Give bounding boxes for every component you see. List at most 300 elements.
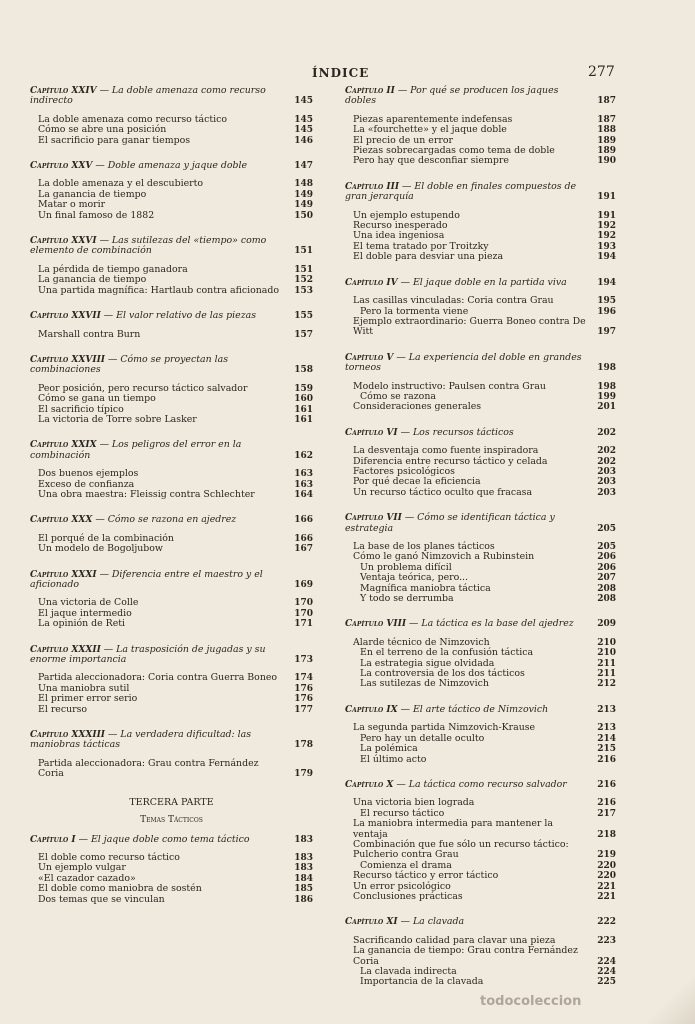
entry-text: Recurso inesperado — [353, 220, 448, 232]
chapter-group-third-part — [30, 835, 313, 905]
entry-text: La doble amenaza como recurso táctico — [38, 113, 228, 125]
entry-page-number: 170 — [294, 598, 313, 609]
entry-page-number: 213 — [597, 723, 616, 734]
entry-page-number: 194 — [597, 252, 616, 263]
entry-page-number: 210 — [597, 648, 616, 659]
index-entry — [30, 211, 313, 221]
entry-page-number: 167 — [294, 544, 313, 555]
entry-page-number: 177 — [294, 704, 313, 715]
index-entry — [30, 394, 313, 404]
chapter-label: Capítulo XXIX — [30, 440, 97, 451]
chapter-title — [345, 278, 592, 288]
chapter-block — [30, 355, 313, 425]
chapter-label: Capítulo I — [30, 834, 76, 845]
entry-text: Dos buenos ejemplos — [38, 468, 139, 480]
entry-page-number: 179 — [294, 769, 313, 780]
chapter-title — [30, 236, 289, 257]
entry-page-number: 189 — [597, 146, 616, 157]
chapter-title — [345, 353, 592, 374]
chapter-page-number: 147 — [294, 161, 313, 172]
chapter-page-number: 183 — [294, 834, 313, 845]
index-entry — [30, 705, 313, 715]
index-entry — [30, 330, 313, 340]
chapter-title-text: — Doble amenaza y jaque doble — [95, 160, 248, 172]
entry-page-number: 206 — [597, 562, 616, 573]
chapter-heading — [345, 513, 616, 534]
entry-text: Partida aleccionadora: Coria contra Guerra Boneo — [38, 672, 278, 684]
entry-text: Cómo se abre una posición — [38, 124, 167, 136]
entry-text: Exceso de confianza — [38, 478, 135, 490]
entry-text: Ventaja teórica, pero... — [360, 572, 469, 584]
chapter-page-number: 191 — [597, 192, 616, 203]
chapter-page-number: 162 — [294, 450, 313, 461]
chapter-group-second-part — [30, 86, 313, 780]
running-title: ÍNDICE — [312, 66, 370, 80]
entry-page-number: 218 — [597, 829, 616, 840]
entry-text: El recurso táctico — [360, 807, 445, 819]
entry-text: La doble amenaza y el descubierto — [38, 178, 204, 190]
entry-page-number: 157 — [294, 329, 313, 340]
entry-text: Pero la tormenta viene — [360, 305, 469, 317]
entry-page-number: 203 — [597, 487, 616, 498]
chapter-block — [345, 619, 616, 689]
entry-page-number: 159 — [294, 383, 313, 394]
chapter-page-number: 145 — [294, 96, 313, 107]
entry-page-number: 207 — [597, 573, 616, 584]
entry-text: La desventaja como fuente inspiradora — [353, 445, 539, 457]
entry-text: Marshall contra Burn — [38, 328, 141, 340]
chapter-block — [30, 645, 313, 715]
chapter-page-number: 222 — [597, 917, 616, 928]
index-entry — [345, 840, 616, 861]
entry-text: Comienza el drama — [360, 859, 452, 871]
chapter-page-number: 209 — [597, 619, 616, 630]
entry-page-number: 195 — [597, 296, 616, 307]
chapter-title-text: — Diferencia entre el maestro y el aficionado — [30, 568, 263, 590]
entry-text: La pérdida de tiempo ganadora — [38, 263, 188, 275]
entry-text: Magnífica maniobra táctica — [360, 582, 491, 594]
chapter-title — [30, 835, 289, 845]
page-header — [0, 66, 695, 86]
chapter-label: Capítulo XXXII — [30, 644, 101, 655]
entry-page-number: 221 — [597, 881, 616, 892]
entry-page-number: 208 — [597, 594, 616, 605]
entry-text: El porqué de la combinación — [38, 532, 174, 544]
chapter-title — [30, 161, 289, 171]
entry-page-number: 185 — [294, 884, 313, 895]
entry-text: Las casillas vinculadas: Coria contra Grau — [353, 295, 554, 307]
chapter-heading — [345, 619, 616, 629]
chapter-page-number: 151 — [294, 246, 313, 257]
entry-text: Dos temas que se vinculan — [38, 893, 165, 905]
index-entry — [345, 819, 616, 840]
chapter-page-number: 169 — [294, 580, 313, 590]
page-number: 277 — [588, 64, 615, 80]
entry-text: Las sutilezas de Nimzovich — [360, 678, 489, 690]
entry-text: La maniobra intermedia para mantener la ventaja — [353, 818, 553, 840]
entry-page-number: 211 — [597, 658, 616, 669]
entry-text: Ejemplo extraordinario: Guerra Boneo contra De Witt — [353, 315, 586, 338]
entry-text: El doble como recurso táctico — [38, 851, 180, 863]
entry-page-number: 193 — [597, 241, 616, 252]
index-entry — [345, 402, 616, 412]
entry-text: Cómo le ganó Nimzovich a Rubinstein — [353, 551, 535, 563]
entry-page-number: 196 — [597, 306, 616, 317]
index-entry — [345, 679, 616, 689]
index-entry — [345, 946, 616, 967]
chapter-heading — [345, 780, 616, 790]
chapter-block — [30, 236, 313, 296]
entry-text: Sacrificando calidad para clavar una pieza — [353, 934, 556, 946]
entry-text: La segunda partida Nimzovich-Krause — [353, 722, 536, 734]
entry-page-number: 206 — [597, 552, 616, 563]
chapter-heading — [345, 353, 616, 374]
entry-page-number: 152 — [294, 275, 313, 286]
chapter-heading — [30, 515, 313, 525]
entry-page-number: 176 — [294, 683, 313, 694]
chapter-title — [30, 645, 289, 666]
section-title: TERCERA PARTE — [129, 796, 214, 808]
chapter-title-text: — La verdadera dificultad: las maniobras tácticas — [30, 729, 252, 751]
chapter-page-number: 205 — [597, 523, 616, 534]
entry-page-number: 199 — [597, 391, 616, 402]
entry-page-number: 163 — [294, 469, 313, 480]
entry-text: Combinación que fue sólo un recurso táctico: Pulcherio contra Grau — [353, 838, 569, 861]
entry-text: El sacrificio típico — [38, 403, 124, 415]
entry-page-number: 184 — [294, 873, 313, 884]
entry-page-number: 202 — [597, 456, 616, 467]
entry-text: Cómo se gana un tiempo — [38, 393, 156, 405]
entry-page-number: 224 — [597, 956, 616, 967]
index-entry — [345, 892, 616, 902]
chapter-heading — [30, 835, 313, 845]
entry-page-number: 211 — [597, 669, 616, 680]
entry-text: La ganancia de tiempo: Grau contra Fernández Coria — [353, 945, 578, 967]
entry-text: La opinión de Reti — [38, 618, 126, 630]
chapter-block — [30, 570, 313, 630]
chapter-title — [345, 705, 592, 715]
entry-page-number: 170 — [294, 608, 313, 619]
chapter-heading — [30, 311, 313, 321]
entry-text: El precio de un error — [353, 134, 453, 146]
entry-page-number: 224 — [597, 967, 616, 977]
index-entry — [30, 884, 313, 894]
entry-text: La clavada indirecta — [360, 966, 457, 977]
entry-page-number: 153 — [294, 285, 313, 296]
chapter-page-number: 213 — [597, 704, 616, 715]
chapter-title-text: — La doble amenaza como recurso indirecto — [30, 85, 266, 107]
chapter-label: Capítulo II — [345, 86, 395, 96]
entry-text: Una maniobra sutil — [38, 682, 130, 694]
chapter-title — [30, 730, 289, 751]
chapter-title-text: — La trasposición de jugadas y su enorme importancia — [30, 643, 266, 666]
entry-page-number: 210 — [597, 637, 616, 648]
entry-text: Una idea ingeniosa — [353, 230, 445, 242]
chapter-label: Capítulo VIII — [345, 619, 407, 630]
chapter-label: Capítulo XXIV — [30, 86, 97, 96]
index-entry — [30, 759, 313, 780]
chapter-title-text: — Los peligros del error en la combinación — [30, 439, 242, 461]
entry-page-number: 161 — [294, 414, 313, 425]
chapter-heading — [345, 278, 616, 288]
chapter-title-text: — La clavada — [400, 916, 465, 928]
entry-text: Un modelo de Bogoljubow — [38, 543, 163, 555]
entry-text: La victoria de Torre sobre Lasker — [38, 413, 197, 425]
entry-text: La «fourchette» y el jaque doble — [353, 124, 507, 136]
entry-text: La base de los planes tácticos — [353, 541, 495, 552]
chapter-label: Capítulo III — [345, 181, 400, 192]
entry-page-number: 176 — [294, 694, 313, 705]
chapter-title — [30, 515, 289, 525]
entry-page-number: 188 — [597, 125, 616, 136]
chapter-page-number: 155 — [294, 311, 313, 322]
chapter-block — [345, 917, 616, 987]
chapter-title-text: — Cómo se razona en ajedrez — [95, 514, 237, 526]
entry-text: Diferencia entre recurso táctico y celada — [353, 455, 548, 467]
entry-text: Una obra maestra: Fleissig contra Schlechter — [38, 488, 255, 500]
entry-page-number: 212 — [597, 679, 616, 690]
chapter-heading — [30, 730, 313, 751]
page-corner-shadow — [625, 964, 695, 1024]
entry-page-number: 191 — [597, 210, 616, 221]
chapter-group-right — [345, 86, 616, 988]
entry-text: La controversia de los dos tácticos — [360, 668, 525, 680]
chapter-title-text: — El doble en finales compuestos de gran jerarquía — [345, 180, 577, 203]
chapter-heading — [345, 705, 616, 715]
index-column-left — [30, 86, 313, 905]
index-entry — [345, 871, 616, 881]
entry-page-number: 202 — [597, 446, 616, 457]
entry-page-number: 145 — [294, 114, 313, 125]
entry-text: El tema tratado por Troitzky — [353, 240, 489, 252]
chapter-label: Capítulo VI — [345, 427, 398, 438]
chapter-title-text: — Las sutilezas del «tiempo» como elemento de combinación — [30, 235, 267, 257]
entry-text: El doble como maniobra de sostén — [38, 883, 202, 895]
chapter-block — [30, 311, 313, 340]
entry-text: Un ejemplo vulgar — [38, 862, 126, 874]
entry-page-number: 171 — [294, 619, 313, 630]
entry-page-number: 214 — [597, 733, 616, 744]
entry-text: «El cazador cazado» — [38, 872, 136, 884]
chapter-label: Capítulo IV — [345, 277, 398, 288]
index-entry — [30, 415, 313, 425]
entry-text: Y todo se derrumba — [360, 593, 454, 605]
chapter-label: Capítulo XXV — [30, 161, 93, 172]
chapter-label: Capítulo VII — [345, 513, 402, 524]
entry-text: La polémica — [360, 743, 418, 755]
entry-text: Factores psicológicos — [353, 465, 455, 477]
chapter-heading — [30, 86, 313, 107]
chapter-page-number: 178 — [294, 740, 313, 751]
entry-text: Un error psicológico — [353, 880, 451, 892]
chapter-heading — [345, 917, 616, 927]
chapter-title-text: — El jaque doble en la partida viva — [400, 276, 567, 288]
entry-text: El recurso — [38, 703, 88, 715]
index-entry — [30, 544, 313, 554]
chapter-title — [30, 311, 289, 321]
index-entry — [345, 755, 616, 765]
entry-page-number: 186 — [294, 894, 313, 905]
watermark-text: todocoleccion — [480, 994, 582, 1009]
chapter-heading — [30, 570, 313, 591]
chapter-page-number: 158 — [294, 365, 313, 376]
chapter-title — [30, 355, 289, 376]
chapter-title-text: — Cómo se proyectan las combinaciones — [30, 353, 229, 376]
entry-text: Piezas aparentemente indefensas — [353, 113, 513, 125]
entry-page-number: 203 — [597, 466, 616, 477]
index-entry — [345, 296, 616, 306]
chapter-page-number: 202 — [597, 427, 616, 438]
entry-text: El sacrificio para ganar tiempos — [38, 134, 191, 146]
chapter-heading — [345, 86, 616, 107]
entry-page-number: 205 — [597, 542, 616, 552]
entry-text: Pero hay un detalle oculto — [360, 732, 485, 744]
entry-page-number: 166 — [294, 533, 313, 544]
index-entry — [345, 488, 616, 498]
entry-page-number: 145 — [294, 125, 313, 136]
entry-text: Matar o morir — [38, 199, 106, 211]
chapter-block — [30, 515, 313, 554]
entry-page-number: 150 — [294, 210, 313, 221]
entry-text: Piezas sobrecargadas como tema de doble — [353, 145, 555, 157]
chapter-block — [30, 161, 313, 221]
chapter-label: Capítulo XXVIII — [30, 354, 105, 365]
entry-page-number: 187 — [597, 114, 616, 125]
entry-text: Importancia de la clavada — [360, 976, 484, 988]
index-entry — [30, 619, 313, 629]
chapter-title — [30, 570, 289, 591]
entry-page-number: 174 — [294, 673, 313, 684]
chapter-title-text: — Cómo se identifican táctica y estrategia — [345, 512, 555, 534]
entry-text: Una victoria de Colle — [38, 597, 139, 609]
entry-page-number: 189 — [597, 135, 616, 146]
chapter-page-number: 166 — [294, 515, 313, 526]
entry-text: Partida aleccionadora: Grau contra Fernández Coria — [38, 757, 259, 780]
entry-page-number: 183 — [294, 852, 313, 863]
chapter-title — [345, 86, 592, 107]
chapter-block — [345, 780, 616, 902]
chapter-page-number: 216 — [597, 779, 616, 790]
chapter-label: Capítulo XXVII — [30, 311, 101, 322]
index-entry — [30, 895, 313, 905]
chapter-label: Capítulo XI — [345, 917, 398, 928]
chapter-block — [345, 278, 616, 338]
chapter-block — [345, 86, 616, 167]
entry-text: Por qué decae la eficiencia — [353, 476, 481, 488]
entry-page-number: 190 — [597, 156, 616, 167]
entry-page-number: 151 — [294, 264, 313, 275]
chapter-title-text: — El jaque doble como tema táctico — [78, 833, 250, 845]
entry-text: Modelo instructivo: Paulsen contra Grau — [353, 380, 546, 392]
chapter-heading — [30, 355, 313, 376]
section-subtitle: Temas Tácticos — [140, 815, 203, 826]
entry-text: Alarde técnico de Nimzovich — [353, 636, 490, 648]
entry-page-number: 220 — [597, 871, 616, 882]
chapter-title-text: — La táctica como recurso salvador — [396, 778, 567, 790]
index-entry — [30, 490, 313, 500]
chapter-block — [30, 86, 313, 146]
index-entry — [345, 317, 616, 338]
entry-page-number: 216 — [597, 754, 616, 765]
entry-page-number: 160 — [294, 394, 313, 405]
index-entry — [30, 286, 313, 296]
chapter-block — [30, 440, 313, 500]
entry-text: Conclusiones prácticas — [353, 890, 463, 902]
entry-text: Una partida magnífica: Hartlaub contra aficionado — [38, 284, 280, 296]
entry-text: El doble para desviar una pieza — [353, 251, 504, 263]
chapter-label: Capítulo XXXIII — [30, 730, 105, 741]
entry-page-number: 198 — [597, 381, 616, 392]
chapter-title — [345, 513, 592, 534]
entry-page-number: 217 — [597, 808, 616, 819]
chapter-title-text: — El arte táctico de Nimzovich — [400, 703, 549, 715]
chapter-block — [345, 428, 616, 498]
chapter-title — [345, 428, 592, 438]
chapter-title — [345, 619, 592, 629]
entry-page-number: 221 — [597, 891, 616, 902]
entry-page-number: 201 — [597, 402, 616, 413]
entry-page-number: 215 — [597, 744, 616, 755]
chapter-title — [30, 86, 289, 107]
entry-page-number: 197 — [597, 327, 616, 338]
entry-text: La ganancia de tiempo — [38, 274, 147, 286]
entry-text: La estrategia sigue olvidada — [360, 657, 495, 669]
chapter-title — [345, 780, 592, 790]
index-entry — [345, 156, 616, 166]
index-column-right — [345, 86, 616, 988]
entry-page-number: 225 — [597, 977, 616, 988]
chapter-title-text: — El valor relativo de las piezas — [103, 310, 257, 322]
chapter-label: Capítulo X — [345, 779, 394, 790]
chapter-block — [345, 182, 616, 263]
index-entry — [345, 252, 616, 262]
entry-page-number: 203 — [597, 477, 616, 488]
entry-text: El jaque intermedio — [38, 607, 132, 619]
chapter-page-number: 194 — [597, 277, 616, 288]
chapter-title-text: — Los recursos tácticos — [400, 426, 514, 438]
index-entry — [345, 446, 616, 456]
chapter-block — [345, 353, 616, 413]
entry-text: Recurso táctico y error táctico — [353, 870, 499, 882]
entry-page-number: 192 — [597, 221, 616, 232]
entry-page-number: 164 — [294, 489, 313, 500]
chapter-heading — [30, 161, 313, 171]
entry-text: Un recurso táctico oculto que fracasa — [353, 486, 533, 498]
chapter-label: Capítulo V — [345, 352, 394, 363]
chapter-page-number: 198 — [597, 363, 616, 374]
chapter-block — [30, 835, 313, 905]
entry-text: Un ejemplo estupendo — [353, 209, 460, 221]
chapter-title-text: — La táctica es la base del ajedrez — [409, 618, 574, 630]
entry-text: La ganancia de tiempo — [38, 188, 147, 200]
chapter-title-text: — La experiencia del doble en grandes torneos — [345, 351, 582, 374]
entry-page-number: 208 — [597, 583, 616, 594]
index-entry — [345, 594, 616, 604]
entry-page-number: 223 — [597, 935, 616, 946]
chapter-heading — [30, 236, 313, 257]
entry-page-number: 192 — [597, 231, 616, 242]
index-entry — [30, 136, 313, 146]
entry-text: Una victoria bien lograda — [353, 797, 475, 809]
chapter-title — [345, 182, 592, 203]
entry-page-number: 183 — [294, 863, 313, 874]
chapter-heading — [30, 645, 313, 666]
entry-page-number: 163 — [294, 479, 313, 490]
entry-text: Cómo se razona — [360, 390, 436, 402]
index-entry — [30, 469, 313, 479]
chapter-title-text: — Por qué se producen los jaques dobles — [345, 85, 559, 107]
entry-page-number: 149 — [294, 200, 313, 211]
